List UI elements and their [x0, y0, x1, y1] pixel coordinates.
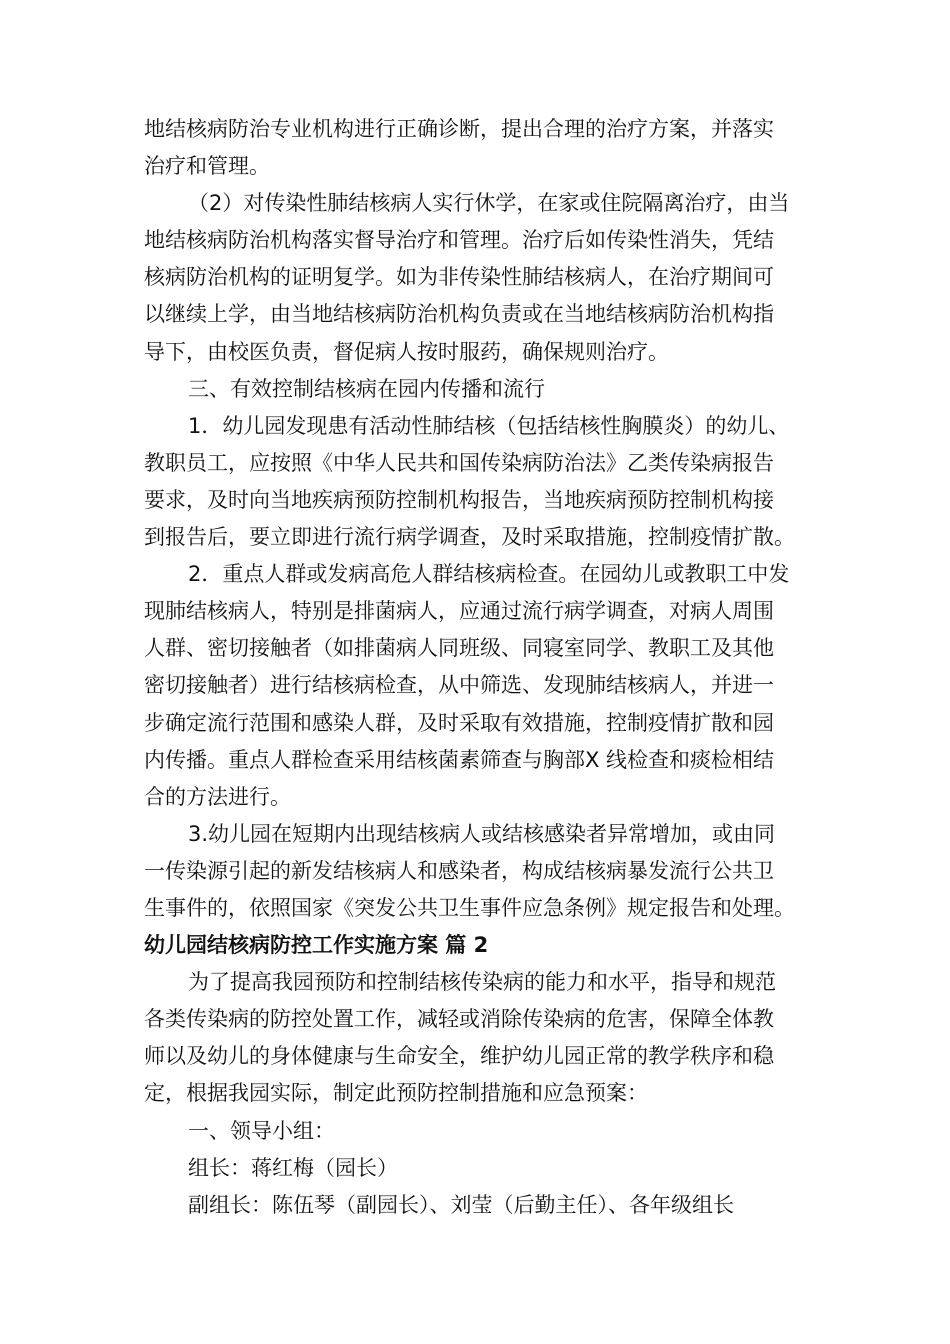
text-line: 组长：蒋红梅（园长）: [188, 1155, 398, 1180]
text-line: 要求，及时向当地疾病预防控制机构报告，当地疾病预防控制机构接: [144, 487, 774, 512]
text-line: 定，根据我园实际，制定此预防控制措施和应急预案：: [144, 1081, 648, 1106]
text-line: 步确定流行范围和感染人群，及时采取有效措施，控制疫情扩散和园: [144, 710, 774, 735]
text-line: 核病防治机构的证明复学。如为非传染性肺结核病人，在治疗期间可: [144, 265, 774, 290]
text-line: 到报告后，要立即进行流行病学调查，及时采取措施，控制疫情扩散。: [144, 525, 795, 550]
text-line: 治疗和管理。: [144, 154, 270, 179]
text-line: 各类传染病的防控处置工作，减轻或消除传染病的危害，保障全体教: [144, 1007, 774, 1032]
text-line: 2．重点人群或发病高危人群结核病检查。在园幼儿或教职工中发: [188, 562, 790, 587]
text-line: 为了提高我园预防和控制结核传染病的能力和水平，指导和规范: [188, 970, 776, 995]
text-line: 合的方法进行。: [144, 784, 291, 809]
text-line: 地结核病防治机构落实督导治疗和管理。治疗后如传染性消失，凭结: [144, 228, 774, 253]
text-line: 以继续上学，由当地结核病防治机构负责或在当地结核病防治机构指: [144, 302, 774, 327]
text-line: 一、领导小组：: [188, 1118, 335, 1143]
text-line: 人群、密切接触者（如排菌病人同班级、同寝室同学、教职工及其他: [144, 636, 774, 661]
text-line: 1．幼儿园发现患有活动性肺结核（包括结核性胸膜炎）的幼儿、: [188, 413, 790, 438]
text-line: 密切接触者）进行结核病检查，从中筛选、发现肺结核病人，并进一: [144, 673, 774, 698]
text-line: 导下，由校医负责，督促病人按时服药，确保规则治疗。: [144, 339, 669, 364]
text-line: 现肺结核病人，特别是排菌病人，应通过流行病学调查，对病人周围: [144, 599, 774, 624]
document-body: [144, 111, 824, 1224]
text-line: 内传播。重点人群检查采用结核菌素筛查与胸部X 线检查和痰检相结: [144, 747, 775, 772]
text-line: （2）对传染性肺结核病人实行休学，在家或住院隔离治疗，由当: [188, 191, 790, 216]
text-line: 三、有效控制结核病在园内传播和流行: [188, 376, 545, 401]
text-line: 师以及幼儿的身体健康与生命安全，维护幼儿园正常的教学秩序和稳: [144, 1044, 774, 1069]
text-line: 生事件的，依照国家《突发公共卫生事件应急条例》规定报告和处理。: [144, 895, 795, 920]
text-line: 一传染源引起的新发结核病人和感染者，构成结核病暴发流行公共卫: [144, 858, 774, 883]
text-line: 地结核病防治专业机构进行正确诊断，提出合理的治疗方案，并落实: [144, 117, 774, 141]
text-line: 副组长：陈伍琴（副园长）、刘莹（后勤主任）、各年级组长: [188, 1192, 734, 1217]
text-line: 3.幼儿园在短期内出现结核病人或结核感染者异常增加，或由同: [188, 821, 776, 846]
section-heading: 幼儿园结核病防控工作实施方案 篇 2: [144, 933, 489, 958]
text-line: 教职员工，应按照《中华人民共和国传染病防治法》乙类传染病报告: [144, 450, 774, 475]
